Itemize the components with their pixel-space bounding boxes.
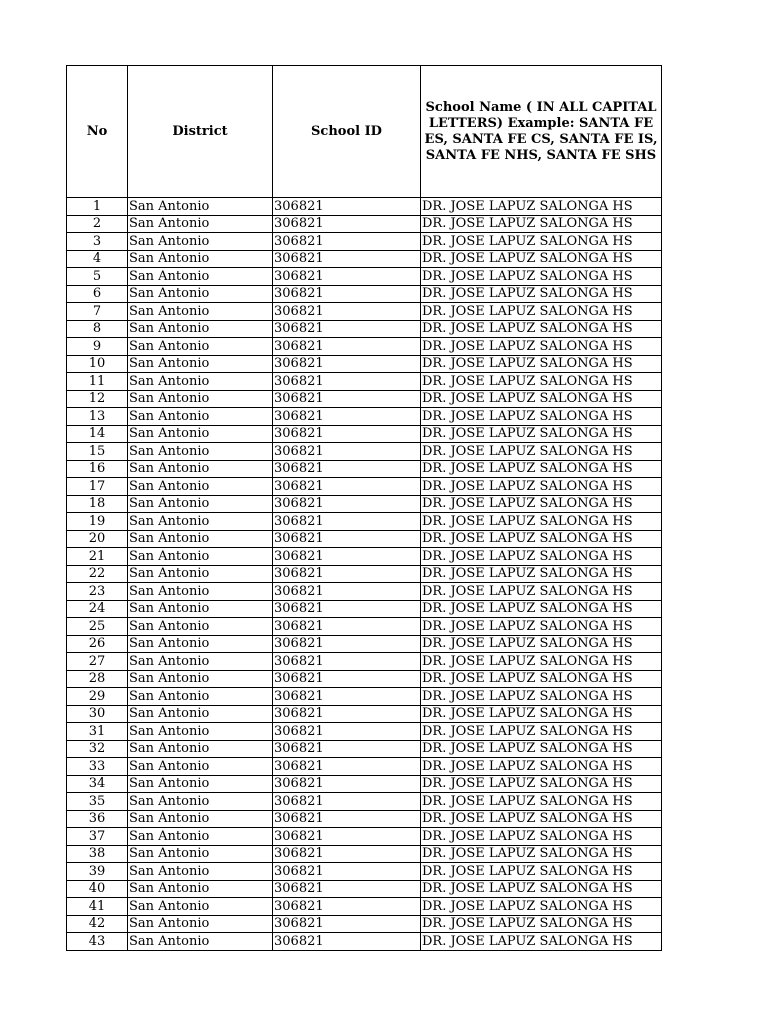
cell-district[interactable]: San Antonio <box>128 390 273 408</box>
table-row <box>67 373 662 391</box>
table-row <box>67 758 662 776</box>
cell-district[interactable]: San Antonio <box>128 303 273 321</box>
cell-no[interactable]: 32 <box>67 740 128 758</box>
cell-school-id[interactable]: 306821 <box>273 320 421 338</box>
cell-district[interactable]: San Antonio <box>128 320 273 338</box>
cell-no[interactable]: 8 <box>67 320 128 338</box>
cell-no[interactable]: 38 <box>67 845 128 863</box>
cell-district[interactable]: San Antonio <box>128 460 273 478</box>
cell-district[interactable]: San Antonio <box>128 775 273 793</box>
cell-school-name[interactable]: DR. JOSE LAPUZ SALONGA HS <box>421 915 662 933</box>
table-row <box>67 635 662 653</box>
table-row <box>67 443 662 461</box>
cell-school-id[interactable]: 306821 <box>273 285 421 303</box>
table-row <box>67 425 662 443</box>
cell-school-id[interactable]: 306821 <box>273 215 421 233</box>
table-row <box>67 863 662 881</box>
cell-no[interactable]: 6 <box>67 285 128 303</box>
table-row <box>67 775 662 793</box>
cell-school-id[interactable]: 306821 <box>273 758 421 776</box>
table-row <box>67 408 662 426</box>
table-row <box>67 513 662 531</box>
cell-no[interactable]: 24 <box>67 600 128 618</box>
cell-district[interactable]: San Antonio <box>128 425 273 443</box>
cell-district[interactable]: San Antonio <box>128 443 273 461</box>
cell-district[interactable]: San Antonio <box>128 285 273 303</box>
table-row <box>67 548 662 566</box>
table-row <box>67 250 662 268</box>
cell-district[interactable]: San Antonio <box>128 845 273 863</box>
table-row <box>67 495 662 513</box>
cell-no[interactable]: 22 <box>67 565 128 583</box>
cell-district[interactable]: San Antonio <box>128 793 273 811</box>
cell-school-name[interactable]: DR. JOSE LAPUZ SALONGA HS <box>421 548 662 566</box>
cell-school-name[interactable]: DR. JOSE LAPUZ SALONGA HS <box>421 513 662 531</box>
table-row <box>67 390 662 408</box>
cell-school-id[interactable]: 306821 <box>273 583 421 601</box>
cell-school-id[interactable]: 306821 <box>273 810 421 828</box>
cell-district[interactable]: San Antonio <box>128 565 273 583</box>
cell-district[interactable]: San Antonio <box>128 583 273 601</box>
cell-district[interactable]: San Antonio <box>128 618 273 636</box>
cell-no[interactable]: 27 <box>67 653 128 671</box>
cell-district[interactable]: San Antonio <box>128 915 273 933</box>
cell-district[interactable]: San Antonio <box>128 705 273 723</box>
cell-no[interactable]: 17 <box>67 478 128 496</box>
cell-school-id[interactable]: 306821 <box>273 373 421 391</box>
cell-school-id[interactable]: 306821 <box>273 443 421 461</box>
cell-district[interactable]: San Antonio <box>128 513 273 531</box>
cell-school-id[interactable]: 306821 <box>273 303 421 321</box>
header-school-id: School ID <box>273 66 421 198</box>
cell-no[interactable]: 2 <box>67 215 128 233</box>
table-row <box>67 583 662 601</box>
cell-district[interactable]: San Antonio <box>128 898 273 916</box>
cell-no[interactable]: 15 <box>67 443 128 461</box>
cell-no[interactable]: 35 <box>67 793 128 811</box>
cell-school-name[interactable]: DR. JOSE LAPUZ SALONGA HS <box>421 408 662 426</box>
table-row <box>67 460 662 478</box>
cell-district[interactable]: San Antonio <box>128 723 273 741</box>
cell-district[interactable]: San Antonio <box>128 215 273 233</box>
cell-school-id[interactable]: 306821 <box>273 460 421 478</box>
cell-school-name[interactable]: DR. JOSE LAPUZ SALONGA HS <box>421 635 662 653</box>
cell-no[interactable]: 33 <box>67 758 128 776</box>
cell-school-id[interactable]: 306821 <box>273 863 421 881</box>
cell-no[interactable]: 13 <box>67 408 128 426</box>
table-row <box>67 705 662 723</box>
cell-district[interactable]: San Antonio <box>128 198 273 216</box>
cell-no[interactable]: 3 <box>67 233 128 251</box>
table-row <box>67 355 662 373</box>
cell-no[interactable]: 43 <box>67 933 128 951</box>
cell-school-id[interactable]: 306821 <box>273 513 421 531</box>
cell-district[interactable]: San Antonio <box>128 600 273 618</box>
table-row <box>67 688 662 706</box>
table-row <box>67 600 662 618</box>
table-row <box>67 233 662 251</box>
cell-school-id[interactable]: 306821 <box>273 635 421 653</box>
cell-school-name[interactable]: DR. JOSE LAPUZ SALONGA HS <box>421 653 662 671</box>
cell-no[interactable]: 10 <box>67 355 128 373</box>
cell-school-name[interactable]: DR. JOSE LAPUZ SALONGA HS <box>421 530 662 548</box>
cell-school-name[interactable]: DR. JOSE LAPUZ SALONGA HS <box>421 443 662 461</box>
cell-district[interactable]: San Antonio <box>128 828 273 846</box>
cell-school-name[interactable]: DR. JOSE LAPUZ SALONGA HS <box>421 425 662 443</box>
cell-no[interactable]: 31 <box>67 723 128 741</box>
cell-school-name[interactable]: DR. JOSE LAPUZ SALONGA HS <box>421 898 662 916</box>
cell-school-id[interactable]: 306821 <box>273 653 421 671</box>
header-row <box>67 66 662 198</box>
table-row <box>67 478 662 496</box>
cell-school-name[interactable]: DR. JOSE LAPUZ SALONGA HS <box>421 933 662 951</box>
cell-school-id[interactable]: 306821 <box>273 198 421 216</box>
table-row <box>67 670 662 688</box>
cell-school-name[interactable]: DR. JOSE LAPUZ SALONGA HS <box>421 688 662 706</box>
cell-no[interactable]: 29 <box>67 688 128 706</box>
cell-district[interactable]: San Antonio <box>128 810 273 828</box>
cell-school-id[interactable]: 306821 <box>273 688 421 706</box>
cell-school-id[interactable]: 306821 <box>273 548 421 566</box>
cell-district[interactable]: San Antonio <box>128 478 273 496</box>
cell-no[interactable]: 23 <box>67 583 128 601</box>
cell-school-id[interactable]: 306821 <box>273 338 421 356</box>
cell-district[interactable]: San Antonio <box>128 863 273 881</box>
cell-school-name[interactable]: DR. JOSE LAPUZ SALONGA HS <box>421 268 662 286</box>
cell-no[interactable]: 30 <box>67 705 128 723</box>
cell-school-name[interactable]: DR. JOSE LAPUZ SALONGA HS <box>421 793 662 811</box>
cell-school-name[interactable]: DR. JOSE LAPUZ SALONGA HS <box>421 233 662 251</box>
table-row <box>67 810 662 828</box>
cell-no[interactable]: 14 <box>67 425 128 443</box>
cell-school-name[interactable]: DR. JOSE LAPUZ SALONGA HS <box>421 460 662 478</box>
cell-school-id[interactable]: 306821 <box>273 880 421 898</box>
cell-school-id[interactable]: 306821 <box>273 408 421 426</box>
table-row <box>67 828 662 846</box>
table-row <box>67 268 662 286</box>
cell-no[interactable]: 18 <box>67 495 128 513</box>
cell-no[interactable]: 37 <box>67 828 128 846</box>
cell-district[interactable]: San Antonio <box>128 355 273 373</box>
cell-no[interactable]: 41 <box>67 898 128 916</box>
cell-school-name[interactable]: DR. JOSE LAPUZ SALONGA HS <box>421 670 662 688</box>
cell-district[interactable]: San Antonio <box>128 653 273 671</box>
table-row <box>67 898 662 916</box>
cell-school-id[interactable]: 306821 <box>273 845 421 863</box>
cell-school-name[interactable]: DR. JOSE LAPUZ SALONGA HS <box>421 583 662 601</box>
cell-school-id[interactable]: 306821 <box>273 705 421 723</box>
cell-no[interactable]: 9 <box>67 338 128 356</box>
cell-district[interactable]: San Antonio <box>128 688 273 706</box>
table-row <box>67 215 662 233</box>
cell-no[interactable]: 20 <box>67 530 128 548</box>
cell-district[interactable]: San Antonio <box>128 373 273 391</box>
table-row <box>67 723 662 741</box>
cell-school-name[interactable]: DR. JOSE LAPUZ SALONGA HS <box>421 198 662 216</box>
table-row <box>67 618 662 636</box>
cell-school-id[interactable]: 306821 <box>273 565 421 583</box>
table-row <box>67 565 662 583</box>
table-body <box>67 198 662 951</box>
cell-school-id[interactable]: 306821 <box>273 530 421 548</box>
cell-no[interactable]: 34 <box>67 775 128 793</box>
cell-school-name[interactable]: DR. JOSE LAPUZ SALONGA HS <box>421 863 662 881</box>
cell-no[interactable]: 16 <box>67 460 128 478</box>
cell-district[interactable]: San Antonio <box>128 268 273 286</box>
cell-no[interactable]: 11 <box>67 373 128 391</box>
cell-district[interactable]: San Antonio <box>128 635 273 653</box>
cell-school-id[interactable]: 306821 <box>273 915 421 933</box>
cell-district[interactable]: San Antonio <box>128 250 273 268</box>
cell-no[interactable]: 5 <box>67 268 128 286</box>
cell-school-name[interactable]: DR. JOSE LAPUZ SALONGA HS <box>421 705 662 723</box>
cell-school-id[interactable]: 306821 <box>273 425 421 443</box>
table-row <box>67 338 662 356</box>
cell-district[interactable]: San Antonio <box>128 495 273 513</box>
table-row <box>67 880 662 898</box>
cell-school-name[interactable]: DR. JOSE LAPUZ SALONGA HS <box>421 828 662 846</box>
cell-school-id[interactable]: 306821 <box>273 268 421 286</box>
cell-school-name[interactable]: DR. JOSE LAPUZ SALONGA HS <box>421 810 662 828</box>
cell-school-name[interactable]: DR. JOSE LAPUZ SALONGA HS <box>421 723 662 741</box>
cell-district[interactable]: San Antonio <box>128 758 273 776</box>
cell-no[interactable]: 12 <box>67 390 128 408</box>
table-row <box>67 653 662 671</box>
table-row <box>67 845 662 863</box>
cell-school-id[interactable]: 306821 <box>273 723 421 741</box>
cell-no[interactable]: 42 <box>67 915 128 933</box>
cell-school-name[interactable]: DR. JOSE LAPUZ SALONGA HS <box>421 618 662 636</box>
table-row <box>67 198 662 216</box>
cell-school-name[interactable]: DR. JOSE LAPUZ SALONGA HS <box>421 355 662 373</box>
header-district: District <box>128 66 273 198</box>
cell-school-name[interactable]: DR. JOSE LAPUZ SALONGA HS <box>421 250 662 268</box>
cell-school-name[interactable]: DR. JOSE LAPUZ SALONGA HS <box>421 338 662 356</box>
cell-no[interactable]: 40 <box>67 880 128 898</box>
cell-school-name[interactable]: DR. JOSE LAPUZ SALONGA HS <box>421 740 662 758</box>
cell-no[interactable]: 39 <box>67 863 128 881</box>
cell-no[interactable]: 36 <box>67 810 128 828</box>
cell-school-name[interactable]: DR. JOSE LAPUZ SALONGA HS <box>421 373 662 391</box>
cell-no[interactable]: 26 <box>67 635 128 653</box>
cell-school-id[interactable]: 306821 <box>273 618 421 636</box>
cell-district[interactable]: San Antonio <box>128 670 273 688</box>
cell-school-id[interactable]: 306821 <box>273 670 421 688</box>
table-row <box>67 303 662 321</box>
table-row <box>67 285 662 303</box>
cell-school-name[interactable]: DR. JOSE LAPUZ SALONGA HS <box>421 880 662 898</box>
cell-district[interactable]: San Antonio <box>128 548 273 566</box>
cell-no[interactable]: 21 <box>67 548 128 566</box>
cell-school-id[interactable]: 306821 <box>273 898 421 916</box>
cell-school-name[interactable]: DR. JOSE LAPUZ SALONGA HS <box>421 758 662 776</box>
header-no: No <box>67 66 128 198</box>
cell-school-id[interactable]: 306821 <box>273 793 421 811</box>
cell-school-id[interactable]: 306821 <box>273 495 421 513</box>
school-roster-table <box>66 65 662 951</box>
cell-school-name[interactable]: DR. JOSE LAPUZ SALONGA HS <box>421 390 662 408</box>
cell-district[interactable]: San Antonio <box>128 338 273 356</box>
cell-no[interactable]: 25 <box>67 618 128 636</box>
cell-no[interactable]: 1 <box>67 198 128 216</box>
cell-no[interactable]: 28 <box>67 670 128 688</box>
cell-district[interactable]: San Antonio <box>128 408 273 426</box>
table-row <box>67 530 662 548</box>
cell-school-id[interactable]: 306821 <box>273 390 421 408</box>
cell-district[interactable]: San Antonio <box>128 740 273 758</box>
cell-school-name[interactable]: DR. JOSE LAPUZ SALONGA HS <box>421 845 662 863</box>
cell-school-name[interactable]: DR. JOSE LAPUZ SALONGA HS <box>421 285 662 303</box>
cell-school-name[interactable]: DR. JOSE LAPUZ SALONGA HS <box>421 775 662 793</box>
cell-school-name[interactable]: DR. JOSE LAPUZ SALONGA HS <box>421 215 662 233</box>
table-row <box>67 320 662 338</box>
cell-school-id[interactable]: 306821 <box>273 828 421 846</box>
cell-school-name[interactable]: DR. JOSE LAPUZ SALONGA HS <box>421 320 662 338</box>
table-row <box>67 793 662 811</box>
cell-school-id[interactable]: 306821 <box>273 933 421 951</box>
cell-no[interactable]: 19 <box>67 513 128 531</box>
cell-no[interactable]: 7 <box>67 303 128 321</box>
cell-no[interactable]: 4 <box>67 250 128 268</box>
cell-school-id[interactable]: 306821 <box>273 600 421 618</box>
cell-school-id[interactable]: 306821 <box>273 250 421 268</box>
cell-school-id[interactable]: 306821 <box>273 233 421 251</box>
cell-district[interactable]: San Antonio <box>128 933 273 951</box>
cell-district[interactable]: San Antonio <box>128 880 273 898</box>
cell-school-name[interactable]: DR. JOSE LAPUZ SALONGA HS <box>421 495 662 513</box>
cell-school-name[interactable]: DR. JOSE LAPUZ SALONGA HS <box>421 303 662 321</box>
cell-district[interactable]: San Antonio <box>128 530 273 548</box>
header-school-name: School Name ( IN ALL CAPITAL LETTERS) Example: SANTA FE ES, SANTA FE CS, SANTA FE IS, SANTA FE NHS, SANTA FE SHS <box>421 66 662 198</box>
cell-school-name[interactable]: DR. JOSE LAPUZ SALONGA HS <box>421 600 662 618</box>
cell-district[interactable]: San Antonio <box>128 233 273 251</box>
cell-school-name[interactable]: DR. JOSE LAPUZ SALONGA HS <box>421 565 662 583</box>
cell-school-id[interactable]: 306821 <box>273 478 421 496</box>
cell-school-name[interactable]: DR. JOSE LAPUZ SALONGA HS <box>421 478 662 496</box>
table-row <box>67 740 662 758</box>
cell-school-id[interactable]: 306821 <box>273 355 421 373</box>
table-row <box>67 915 662 933</box>
cell-school-id[interactable]: 306821 <box>273 740 421 758</box>
cell-school-id[interactable]: 306821 <box>273 775 421 793</box>
table-row <box>67 933 662 951</box>
